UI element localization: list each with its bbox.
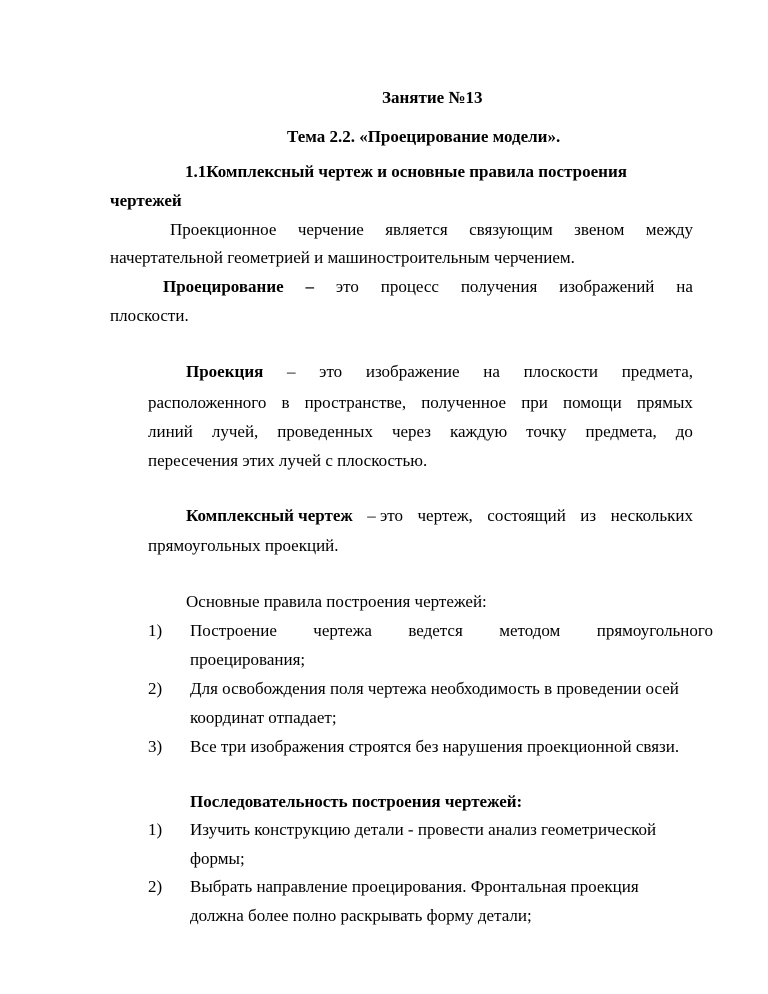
word: получения xyxy=(460,277,538,296)
word: точку xyxy=(526,422,567,441)
rules-heading: Основные правила построения чертежей: xyxy=(186,592,487,611)
word: методом xyxy=(499,621,561,640)
word: чертеж, xyxy=(417,506,473,525)
word: плоскости xyxy=(523,362,599,381)
word: полученное xyxy=(421,393,507,412)
word: изображений xyxy=(559,277,655,296)
list-item-number: 3) xyxy=(148,737,163,756)
word: в xyxy=(281,393,290,412)
word: линий xyxy=(148,422,193,441)
list-item-line-1 xyxy=(190,621,713,641)
word: связующим xyxy=(469,220,553,239)
word: из xyxy=(580,506,597,525)
word: предмета, xyxy=(585,422,657,441)
word: звеном xyxy=(574,220,625,239)
word: это xyxy=(335,277,359,296)
word: нескольких xyxy=(610,506,693,525)
word: пространстве, xyxy=(304,393,407,412)
lesson-title: Занятие №13 xyxy=(382,88,483,107)
list-item-line-2: должна более полно раскрывать форму детали; xyxy=(190,906,532,925)
list-item-number: 2) xyxy=(148,679,163,698)
term-projecting: Проецирование xyxy=(163,277,284,296)
word: прямых xyxy=(636,393,693,412)
word: Проекционное xyxy=(170,220,277,239)
definition-complex-drawing-line-2: прямоугольных проекций. xyxy=(148,536,339,555)
word: лучей, xyxy=(211,422,259,441)
definition-projecting-line-1 xyxy=(163,277,693,297)
word: Построение xyxy=(190,621,277,640)
word: черчение xyxy=(297,220,364,239)
word: между xyxy=(645,220,693,239)
list-item-line-1: Выбрать направление проецирования. Фронтальная проекция xyxy=(190,877,639,896)
definition-projection-line-3 xyxy=(148,422,693,442)
list-item-number: 1) xyxy=(148,820,163,839)
word: проведенных xyxy=(277,422,373,441)
word: при xyxy=(521,393,548,412)
section-heading-line-2: чертежей xyxy=(110,191,182,210)
list-item-line-1: Изучить конструкцию детали - провести анализ геометрической xyxy=(190,820,657,839)
word: на xyxy=(676,277,693,296)
definition-projection-line-1 xyxy=(186,362,693,382)
term-complex-drawing: Комплексный чертеж xyxy=(186,506,353,525)
word: через xyxy=(391,422,432,441)
word: прямоугольного xyxy=(596,621,713,640)
word: до xyxy=(675,422,693,441)
term-projection: Проекция xyxy=(186,362,264,381)
word: является xyxy=(385,220,448,239)
word: процесс xyxy=(380,277,439,296)
word: на xyxy=(483,362,500,381)
word: чертежа xyxy=(313,621,372,640)
word: состоящий xyxy=(487,506,566,525)
word: изображение xyxy=(365,362,460,381)
word: расположенного xyxy=(148,393,267,412)
list-item-number: 1) xyxy=(148,621,163,640)
word: ведется xyxy=(408,621,463,640)
list-item-line-1: Для освобождения поля чертежа необходимость в проведении осей xyxy=(190,679,679,698)
word: каждую xyxy=(450,422,508,441)
definition-complex-drawing-line-1 xyxy=(186,506,693,526)
topic-title: Тема 2.2. «Проецирование модели». xyxy=(287,127,561,146)
definition-projection-line-4: пересечения этих лучей с плоскостью. xyxy=(148,451,428,470)
list-item-line-2: координат отпадает; xyxy=(190,708,337,727)
section-heading-line-1: 1.1Комплексный чертеж и основные правила построения xyxy=(185,162,627,181)
word: – это xyxy=(367,506,403,525)
sequence-heading: Последовательность построения чертежей: xyxy=(190,792,523,811)
definition-projection-line-2 xyxy=(148,393,693,413)
intro-paragraph-line-2: начертательной геометрией и машиностроительным черчением. xyxy=(110,248,575,267)
intro-paragraph-line-1 xyxy=(170,220,693,240)
word: предмета, xyxy=(621,362,693,381)
word: – xyxy=(286,362,296,381)
list-item-line-1: Все три изображения строятся без нарушения проекционной связи. xyxy=(190,737,680,756)
word: это xyxy=(319,362,343,381)
word: помощи xyxy=(563,393,622,412)
list-item-line-2: формы; xyxy=(190,849,245,868)
word: – xyxy=(305,277,315,296)
definition-projecting-line-2: плоскости. xyxy=(110,306,189,325)
list-item-line-2: проецирования; xyxy=(190,650,306,669)
list-item-number: 2) xyxy=(148,877,163,896)
